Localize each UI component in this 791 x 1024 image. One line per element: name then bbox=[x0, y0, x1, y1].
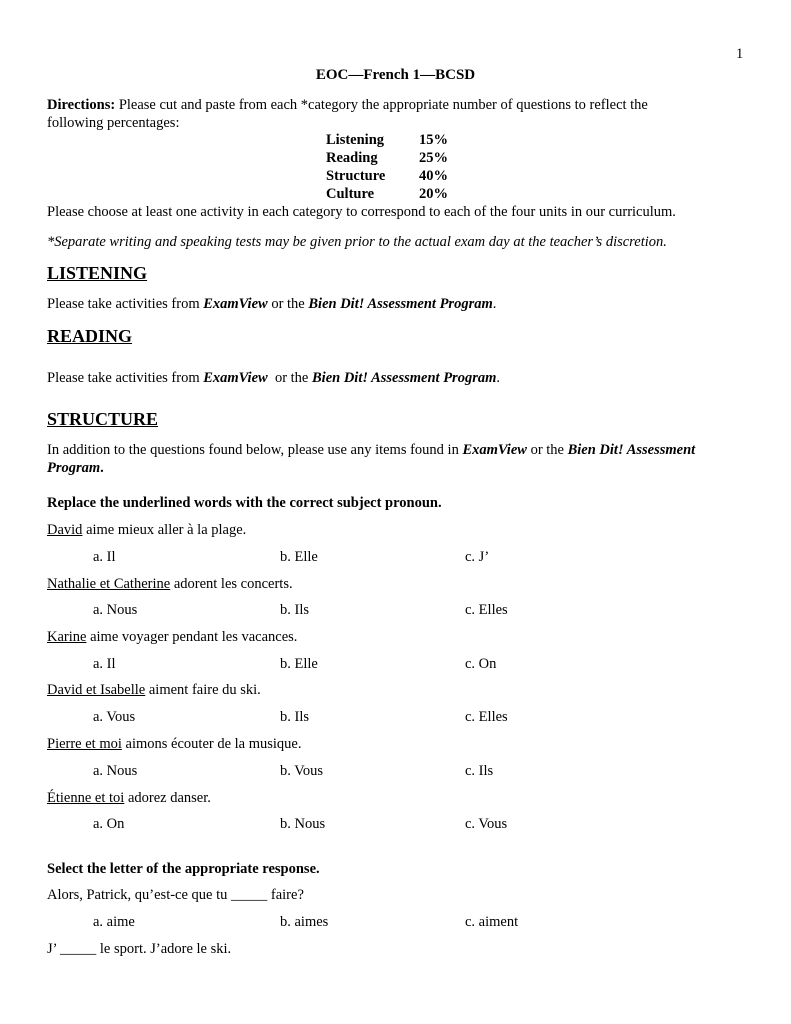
option-c: c. Vous bbox=[465, 816, 508, 832]
listening-heading: LISTENING bbox=[47, 263, 148, 283]
structure-mid: or the bbox=[526, 442, 568, 458]
question-text: aime voyager pendant les vacances. bbox=[86, 629, 298, 645]
percentage-category: Listening bbox=[326, 132, 385, 148]
percentage-value: 20% bbox=[419, 186, 448, 202]
option-c: c. aiment bbox=[465, 914, 519, 930]
question-text: aime mieux aller à la plage. bbox=[82, 522, 247, 538]
directions-label: Directions: bbox=[47, 97, 116, 113]
structure-pre: In addition to the questions found below, please use any items found in bbox=[47, 442, 463, 458]
examview-reference: ExamView bbox=[203, 370, 268, 386]
option-c: c. J’ bbox=[465, 549, 490, 565]
underlined-subject: Nathalie et Catherine bbox=[47, 576, 171, 592]
percentage-category: Culture bbox=[326, 186, 375, 202]
listening-post: . bbox=[492, 296, 497, 312]
bien-dit-reference: Bien Dit! Assessment bbox=[567, 442, 696, 458]
option-a: a. Vous bbox=[93, 709, 136, 725]
question-8: J’ _____ le sport. J’adore le ski. bbox=[47, 941, 232, 957]
option-b: b. aimes bbox=[280, 914, 329, 930]
percentage-value: 40% bbox=[419, 168, 448, 184]
percentage-row-listening bbox=[326, 132, 448, 149]
examview-reference: ExamView bbox=[203, 296, 268, 312]
page-number: 1 bbox=[736, 46, 744, 62]
option-b: b. Ils bbox=[280, 602, 309, 618]
option-b: b. Elle bbox=[280, 549, 318, 565]
structure-heading: STRUCTURE bbox=[47, 409, 159, 429]
directions-text-line2: following percentages: bbox=[47, 115, 180, 131]
option-a: a. Il bbox=[93, 549, 116, 565]
directions-text-line1: Please cut and paste from each *category the appropriate number of questions to reflect the bbox=[115, 97, 648, 113]
percentage-value: 15% bbox=[419, 132, 448, 148]
option-a: a. aime bbox=[93, 914, 135, 930]
option-b: b. Nous bbox=[280, 816, 326, 832]
question-text: aimons écouter de la musique. bbox=[121, 736, 302, 752]
option-c: c. Elles bbox=[465, 602, 508, 618]
choose-instruction: Please choose at least one activity in each category to correspond to each of the four units in our curriculum. bbox=[47, 204, 676, 220]
listening-mid: or the bbox=[267, 296, 309, 312]
percentage-row-reading bbox=[326, 150, 448, 167]
percentage-row-culture bbox=[326, 186, 448, 203]
reading-instruction bbox=[47, 370, 500, 387]
bien-dit-reference-cont: Program bbox=[47, 460, 101, 476]
question-2 bbox=[47, 576, 293, 593]
listening-instruction bbox=[47, 296, 496, 313]
underlined-subject: David bbox=[47, 522, 83, 538]
percentage-category: Reading bbox=[326, 150, 378, 166]
underlined-subject: David et Isabelle bbox=[47, 682, 146, 698]
question-7: Alors, Patrick, qu’est-ce que tu _____ faire? bbox=[47, 887, 304, 903]
bien-dit-reference: Bien Dit! Assessment Program bbox=[308, 296, 493, 312]
examview-reference: ExamView bbox=[462, 442, 527, 458]
option-a: a. Nous bbox=[93, 602, 138, 618]
reading-mid: or the bbox=[267, 370, 312, 386]
option-b: b. Elle bbox=[280, 656, 318, 672]
structure-instruction bbox=[47, 441, 747, 477]
option-b: b. Ils bbox=[280, 709, 309, 725]
section1-instruction: Replace the underlined words with the correct subject pronoun. bbox=[47, 495, 442, 511]
option-a: a. Nous bbox=[93, 763, 138, 779]
option-c: c. On bbox=[465, 656, 497, 672]
document-title: EOC—French 1—BCSD bbox=[315, 67, 476, 83]
percentage-category: Structure bbox=[326, 168, 386, 184]
structure-post: . bbox=[100, 460, 104, 476]
option-c: c. Ils bbox=[465, 763, 494, 779]
question-5 bbox=[47, 736, 302, 753]
listening-pre: Please take activities from bbox=[47, 296, 204, 312]
section2-instruction: Select the letter of the appropriate response. bbox=[47, 861, 320, 877]
question-4 bbox=[47, 682, 261, 699]
reading-pre: Please take activities from bbox=[47, 370, 204, 386]
question-3 bbox=[47, 629, 297, 646]
underlined-subject: Karine bbox=[47, 629, 87, 645]
underlined-subject: Étienne et toi bbox=[47, 790, 125, 806]
reading-post: . bbox=[496, 370, 500, 386]
question-text: aiment faire du ski. bbox=[145, 682, 261, 698]
percentage-row-structure bbox=[326, 168, 448, 185]
teacher-discretion-note: *Separate writing and speaking tests may be given prior to the actual exam day at the teacher’s discretion. bbox=[47, 234, 667, 250]
bien-dit-reference: Bien Dit! Assessment Program bbox=[312, 370, 497, 386]
question-text: adorez danser. bbox=[124, 790, 211, 806]
underlined-subject: Pierre et moi bbox=[47, 736, 122, 752]
question-6 bbox=[47, 790, 211, 807]
option-a: a. Il bbox=[93, 656, 116, 672]
option-a: a. On bbox=[93, 816, 125, 832]
option-c: c. Elles bbox=[465, 709, 508, 725]
reading-heading: READING bbox=[47, 326, 133, 346]
directions-paragraph bbox=[47, 96, 747, 132]
question-1 bbox=[47, 522, 246, 539]
percentage-value: 25% bbox=[419, 150, 448, 166]
option-b: b. Vous bbox=[280, 763, 323, 779]
question-text: adorent les concerts. bbox=[170, 576, 293, 592]
